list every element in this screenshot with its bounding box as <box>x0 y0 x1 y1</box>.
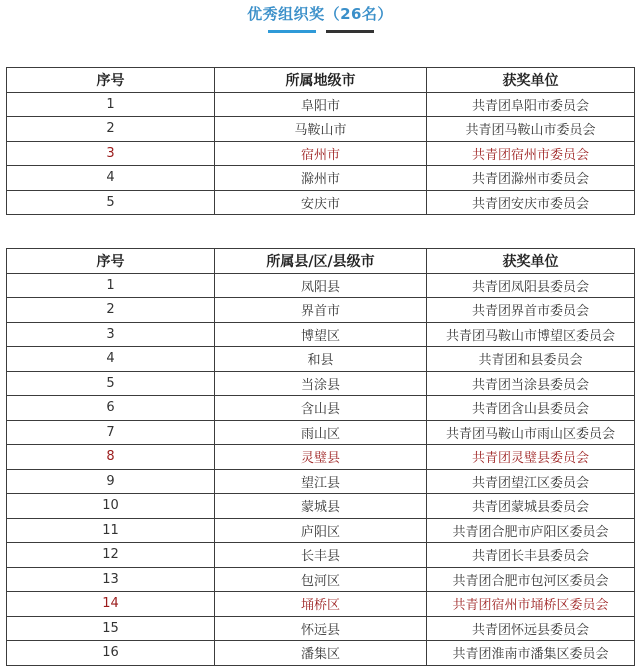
city-award-table <box>6 67 635 215</box>
table-row <box>7 494 635 519</box>
table-row <box>7 141 635 166</box>
row-number: 9 <box>7 469 215 494</box>
row-number: 3 <box>7 322 215 347</box>
row-number: 5 <box>7 190 215 215</box>
header-number: 序号 <box>7 68 215 93</box>
table-row <box>7 322 635 347</box>
row-unit: 共青团和县委员会 <box>427 347 635 372</box>
row-unit: 共青团宿州市委员会 <box>427 141 635 166</box>
row-unit: 共青团安庆市委员会 <box>427 190 635 215</box>
row-area: 怀远县 <box>215 616 427 641</box>
row-area: 博望区 <box>215 322 427 347</box>
row-unit: 共青团含山县委员会 <box>427 396 635 421</box>
row-number: 15 <box>7 616 215 641</box>
row-area: 灵璧县 <box>215 445 427 470</box>
table-row <box>7 543 635 568</box>
row-area: 马鞍山市 <box>215 117 427 142</box>
row-number: 16 <box>7 641 215 666</box>
title-underline-blue <box>268 30 316 33</box>
table-row <box>7 592 635 617</box>
table-row <box>7 298 635 323</box>
row-unit: 共青团界首市委员会 <box>427 298 635 323</box>
row-unit: 共青团马鞍山市博望区委员会 <box>427 322 635 347</box>
row-unit: 共青团合肥市包河区委员会 <box>427 567 635 592</box>
row-unit: 共青团马鞍山市委员会 <box>427 117 635 142</box>
row-number: 10 <box>7 494 215 519</box>
row-area: 长丰县 <box>215 543 427 568</box>
row-area: 宿州市 <box>215 141 427 166</box>
header-area: 所属县/区/县级市 <box>215 249 427 274</box>
row-number: 11 <box>7 518 215 543</box>
page-title: 优秀组织奖（26名） <box>247 5 393 23</box>
table-row <box>7 347 635 372</box>
row-number: 1 <box>7 92 215 117</box>
row-unit: 共青团长丰县委员会 <box>427 543 635 568</box>
county-award-table <box>6 248 635 666</box>
table-header-row <box>7 68 635 93</box>
row-unit: 共青团当涂县委员会 <box>427 371 635 396</box>
row-unit: 共青团滁州市委员会 <box>427 166 635 191</box>
row-area: 埇桥区 <box>215 592 427 617</box>
table-row <box>7 117 635 142</box>
table-row <box>7 641 635 666</box>
table-row <box>7 420 635 445</box>
table-header-row <box>7 249 635 274</box>
table-row <box>7 396 635 421</box>
table-row <box>7 445 635 470</box>
row-unit: 共青团怀远县委员会 <box>427 616 635 641</box>
table-row <box>7 190 635 215</box>
row-area: 界首市 <box>215 298 427 323</box>
row-number: 4 <box>7 347 215 372</box>
row-area: 雨山区 <box>215 420 427 445</box>
row-number: 14 <box>7 592 215 617</box>
header-number: 序号 <box>7 249 215 274</box>
header-unit: 获奖单位 <box>427 249 635 274</box>
table-row <box>7 92 635 117</box>
row-area: 和县 <box>215 347 427 372</box>
row-area: 蒙城县 <box>215 494 427 519</box>
row-unit: 共青团凤阳县委员会 <box>427 273 635 298</box>
row-unit: 共青团灵璧县委员会 <box>427 445 635 470</box>
row-number: 12 <box>7 543 215 568</box>
table-row <box>7 616 635 641</box>
row-number: 2 <box>7 298 215 323</box>
row-unit: 共青团望江区委员会 <box>427 469 635 494</box>
row-number: 5 <box>7 371 215 396</box>
row-area: 滁州市 <box>215 166 427 191</box>
table-row <box>7 166 635 191</box>
row-number: 4 <box>7 166 215 191</box>
title-underline-dark <box>326 30 374 33</box>
row-area: 望江县 <box>215 469 427 494</box>
row-number: 8 <box>7 445 215 470</box>
row-number: 2 <box>7 117 215 142</box>
table-row <box>7 567 635 592</box>
row-number: 1 <box>7 273 215 298</box>
row-unit: 共青团马鞍山市雨山区委员会 <box>427 420 635 445</box>
row-area: 凤阳县 <box>215 273 427 298</box>
row-number: 3 <box>7 141 215 166</box>
row-area: 当涂县 <box>215 371 427 396</box>
row-area: 阜阳市 <box>215 92 427 117</box>
row-area: 潘集区 <box>215 641 427 666</box>
row-area: 安庆市 <box>215 190 427 215</box>
row-unit: 共青团合肥市庐阳区委员会 <box>427 518 635 543</box>
row-area: 包河区 <box>215 567 427 592</box>
row-unit: 共青团淮南市潘集区委员会 <box>427 641 635 666</box>
row-unit: 共青团宿州市埇桥区委员会 <box>427 592 635 617</box>
row-number: 6 <box>7 396 215 421</box>
row-area: 含山县 <box>215 396 427 421</box>
table-row <box>7 273 635 298</box>
table-row <box>7 518 635 543</box>
row-number: 7 <box>7 420 215 445</box>
row-unit: 共青团阜阳市委员会 <box>427 92 635 117</box>
header-unit: 获奖单位 <box>427 68 635 93</box>
row-number: 13 <box>7 567 215 592</box>
table-row <box>7 371 635 396</box>
row-unit: 共青团蒙城县委员会 <box>427 494 635 519</box>
table-row <box>7 469 635 494</box>
row-area: 庐阳区 <box>215 518 427 543</box>
header-area: 所属地级市 <box>215 68 427 93</box>
